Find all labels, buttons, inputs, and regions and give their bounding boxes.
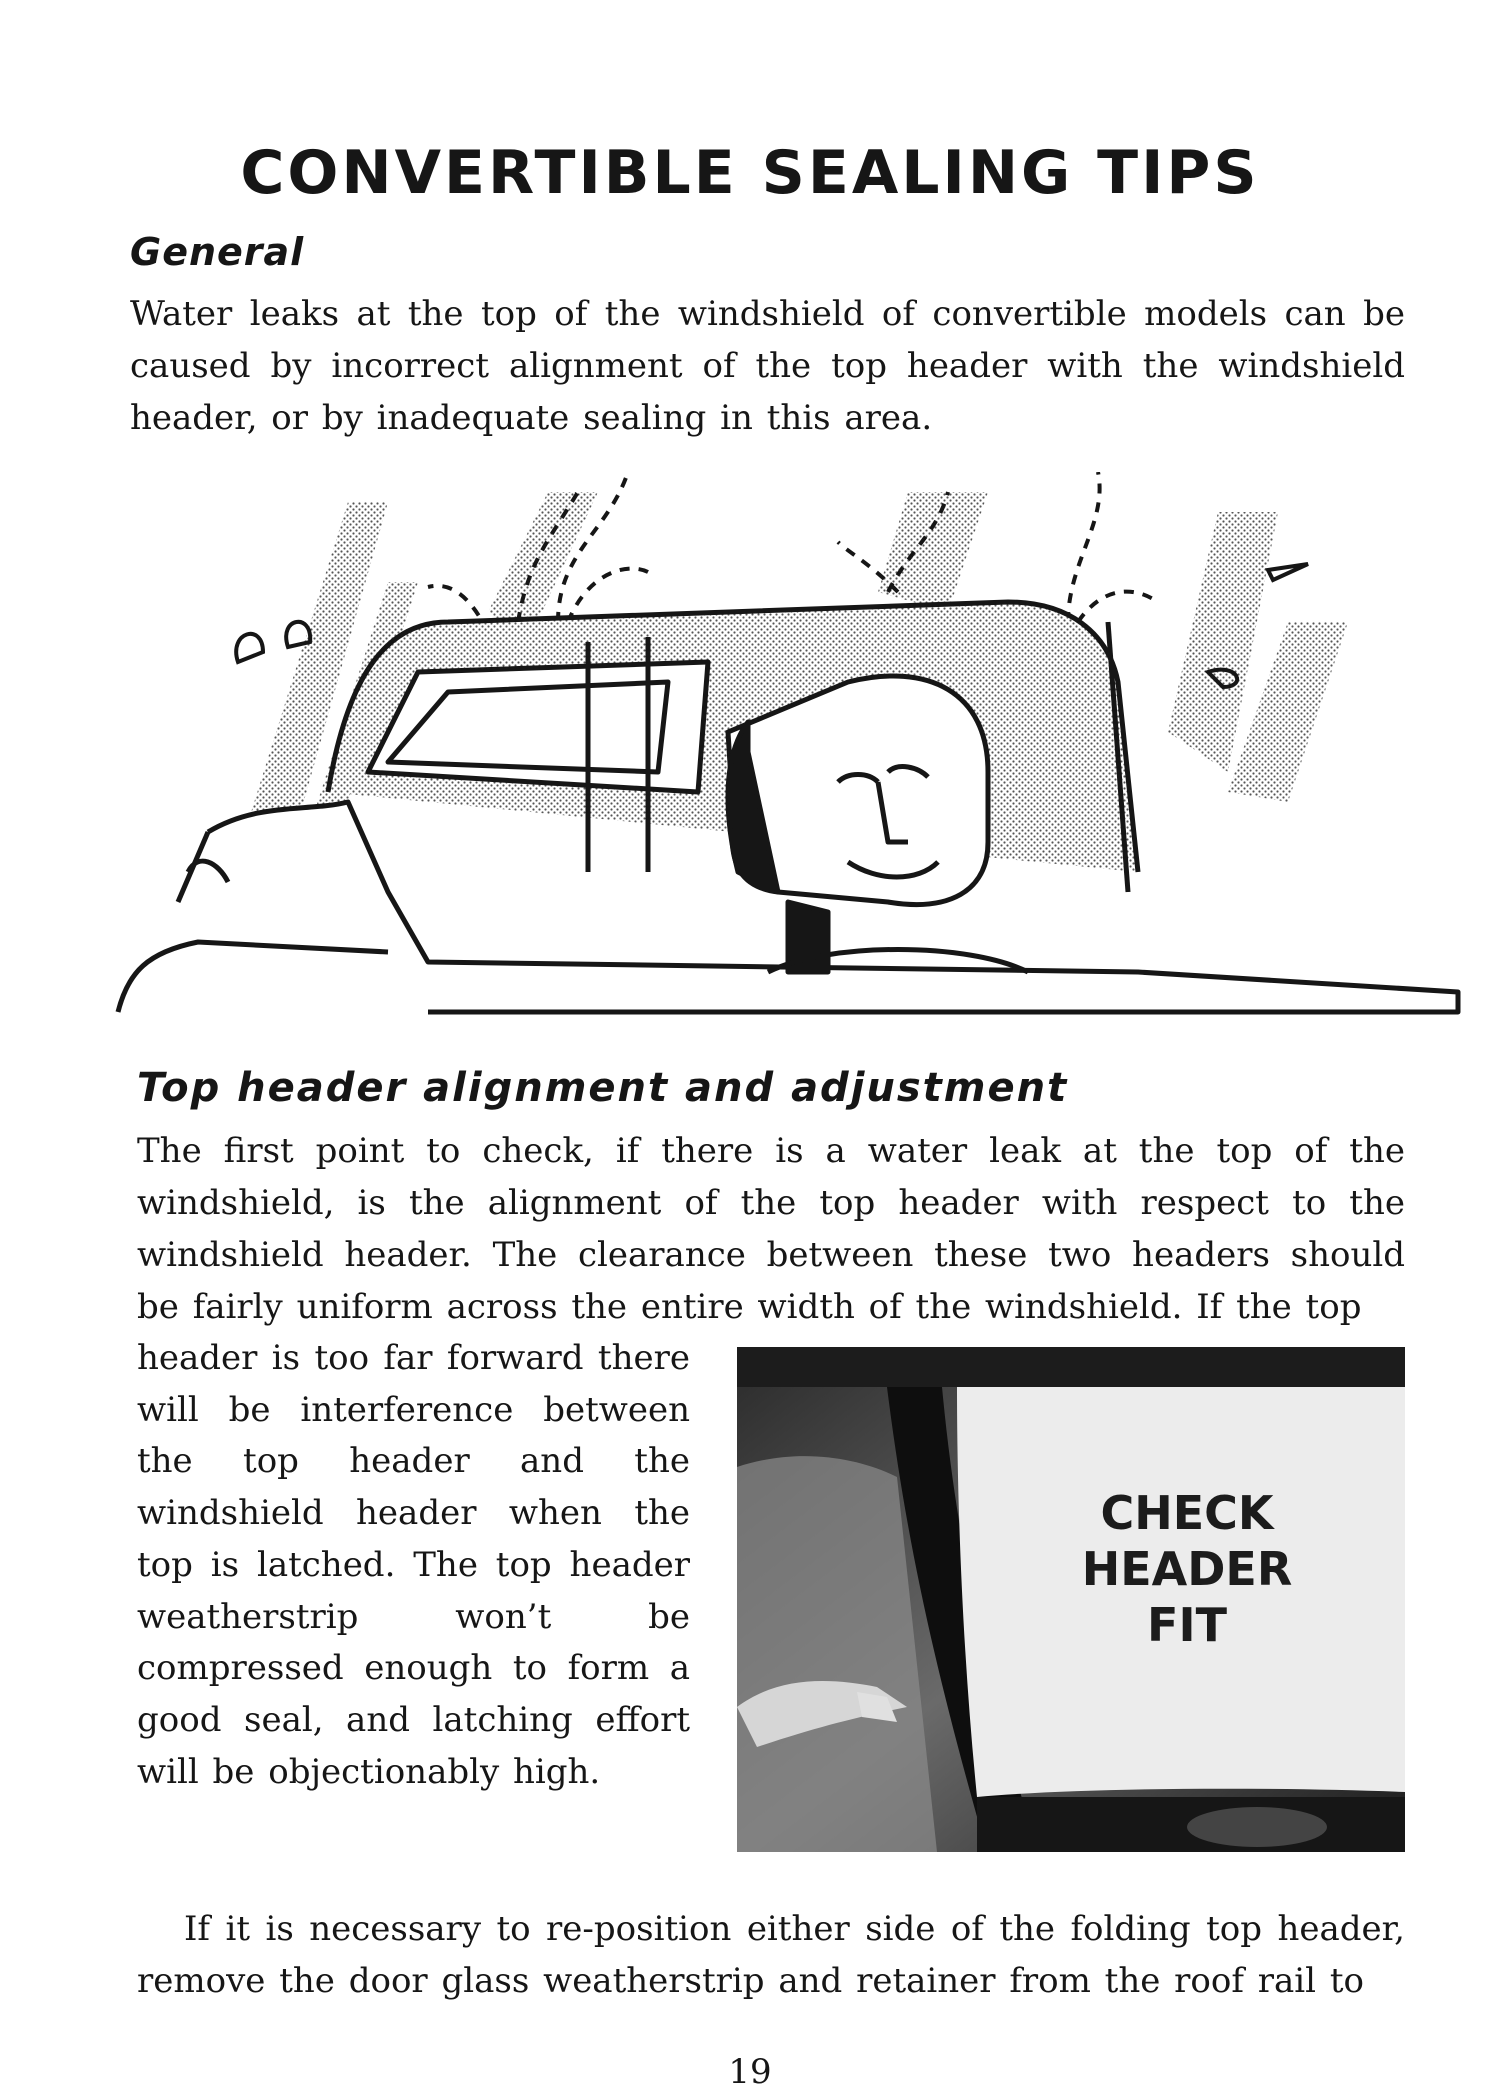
page-title: CONVERTIBLE SEALING TIPS (240, 138, 1260, 208)
page-number: 19 (728, 2052, 772, 2092)
top-header-wrapped-paragraph: header is too far forward there will be interference between the top header and the windshield header when the top is latched. The top header weatherstrip won’t be compressed enough to form a good seal, and latching effort will be objectionably high. (137, 1338, 690, 1792)
sign-line-1: CHECK (1100, 1486, 1274, 1540)
check-header-fit-photo (737, 1347, 1405, 1852)
general-paragraph: Water leaks at the top of the windshield of convertible models can be caused by incorrect alignment of the top header with the windshield header, or by inadequate sealing in this area. (130, 294, 1405, 438)
top-header-intro-paragraph: The first point to check, if there is a water leak at the top of the windshield, is the alignment of the top header with respect to the windshield header. The clearance between these two headers should be fairly uniform across the entire width of the windshield. If the top (137, 1131, 1405, 1327)
sign-line-2: HEADER (1081, 1542, 1293, 1596)
convertible-leak-cartoon (88, 472, 1468, 1042)
sign-line-3: FIT (1147, 1598, 1227, 1652)
section-heading-general: General (130, 230, 305, 274)
continuation-paragraph: If it is necessary to re-position either side of the folding top header, remove the door glass weatherstrip and retainer from the roof rail to (137, 1909, 1405, 2001)
section-heading-top-header: Top header alignment and adjustment (137, 1065, 1069, 1111)
